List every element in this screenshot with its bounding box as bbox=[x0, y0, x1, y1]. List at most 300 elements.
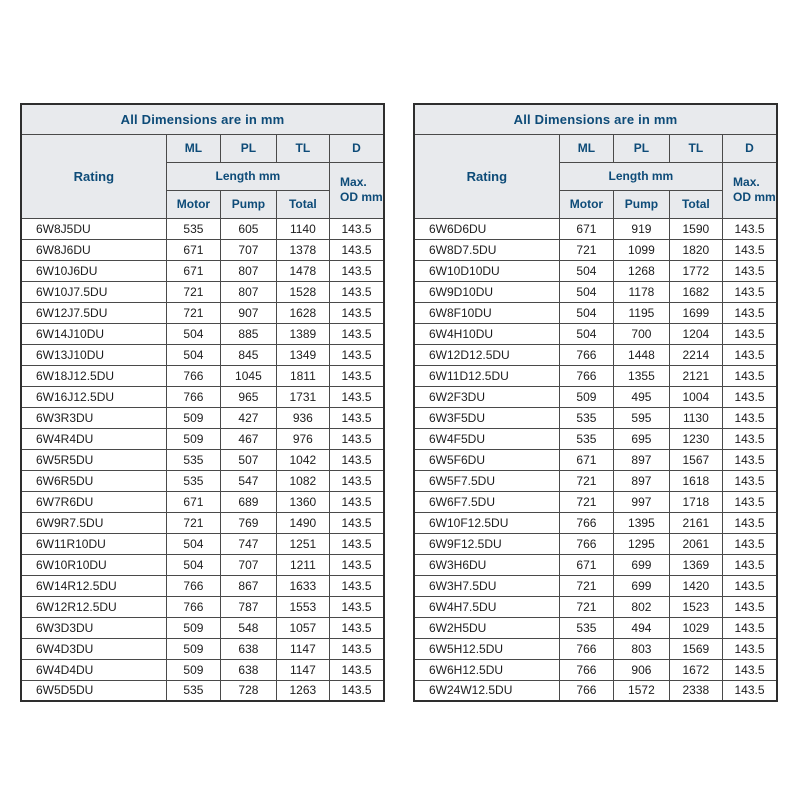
cell-motor: 671 bbox=[559, 218, 613, 239]
cell-d: 143.5 bbox=[330, 344, 384, 365]
cell-d: 143.5 bbox=[723, 365, 777, 386]
cell-d: 143.5 bbox=[723, 407, 777, 428]
cell-motor: 721 bbox=[559, 491, 613, 512]
cell-rating: 6W10J7.5DU bbox=[21, 281, 166, 302]
cell-motor: 766 bbox=[559, 659, 613, 680]
cell-total: 1567 bbox=[669, 449, 722, 470]
column-header-total: Total bbox=[669, 190, 722, 218]
cell-total: 1042 bbox=[276, 449, 329, 470]
cell-motor: 535 bbox=[166, 218, 220, 239]
cell-rating: 6W6D6DU bbox=[414, 218, 559, 239]
cell-total: 1699 bbox=[669, 302, 722, 323]
cell-motor: 504 bbox=[559, 323, 613, 344]
cell-total: 1682 bbox=[669, 281, 722, 302]
cell-d: 143.5 bbox=[723, 470, 777, 491]
cell-pump: 689 bbox=[221, 491, 277, 512]
cell-motor: 721 bbox=[559, 596, 613, 617]
cell-rating: 6W2F3DU bbox=[414, 386, 559, 407]
cell-motor: 671 bbox=[166, 239, 220, 260]
cell-motor: 509 bbox=[166, 407, 220, 428]
cell-pump: 507 bbox=[221, 449, 277, 470]
table-row bbox=[414, 449, 777, 470]
table-row bbox=[21, 428, 384, 449]
cell-d: 143.5 bbox=[723, 596, 777, 617]
cell-total: 1349 bbox=[276, 344, 329, 365]
cell-d: 143.5 bbox=[330, 323, 384, 344]
cell-d: 143.5 bbox=[330, 239, 384, 260]
cell-motor: 509 bbox=[559, 386, 613, 407]
cell-rating: 6W10R10DU bbox=[21, 554, 166, 575]
cell-d: 143.5 bbox=[330, 449, 384, 470]
cell-motor: 671 bbox=[166, 491, 220, 512]
cell-pump: 548 bbox=[221, 617, 277, 638]
cell-d: 143.5 bbox=[330, 554, 384, 575]
cell-motor: 509 bbox=[166, 659, 220, 680]
cell-d: 143.5 bbox=[723, 323, 777, 344]
table-row bbox=[21, 512, 384, 533]
cell-total: 1420 bbox=[669, 575, 722, 596]
cell-motor: 671 bbox=[559, 554, 613, 575]
cell-pump: 747 bbox=[221, 533, 277, 554]
cell-pump: 1268 bbox=[614, 260, 670, 281]
cell-pump: 906 bbox=[614, 659, 670, 680]
cell-total: 1147 bbox=[276, 638, 329, 659]
cell-d: 143.5 bbox=[330, 260, 384, 281]
cell-total: 1478 bbox=[276, 260, 329, 281]
cell-total: 1569 bbox=[669, 638, 722, 659]
cell-motor: 509 bbox=[166, 428, 220, 449]
dimensions-table-right bbox=[413, 103, 778, 702]
cell-total: 1130 bbox=[669, 407, 722, 428]
cell-motor: 504 bbox=[559, 302, 613, 323]
cell-rating: 6W9D10DU bbox=[414, 281, 559, 302]
cell-rating: 6W12D12.5DU bbox=[414, 344, 559, 365]
cell-pump: 1099 bbox=[614, 239, 670, 260]
cell-rating: 6W6F7.5DU bbox=[414, 491, 559, 512]
cell-motor: 721 bbox=[559, 575, 613, 596]
cell-motor: 535 bbox=[559, 407, 613, 428]
cell-motor: 504 bbox=[166, 554, 220, 575]
cell-pump: 699 bbox=[614, 575, 670, 596]
cell-d: 143.5 bbox=[330, 638, 384, 659]
cell-total: 1029 bbox=[669, 617, 722, 638]
cell-total: 1618 bbox=[669, 470, 722, 491]
cell-total: 2214 bbox=[669, 344, 722, 365]
table-row bbox=[414, 575, 777, 596]
cell-pump: 1448 bbox=[614, 344, 670, 365]
table-row bbox=[414, 218, 777, 239]
cell-d: 143.5 bbox=[723, 680, 777, 701]
cell-motor: 535 bbox=[559, 428, 613, 449]
cell-motor: 504 bbox=[166, 344, 220, 365]
cell-total: 1820 bbox=[669, 239, 722, 260]
cell-pump: 707 bbox=[221, 554, 277, 575]
cell-total: 2338 bbox=[669, 680, 722, 701]
table-row bbox=[414, 638, 777, 659]
cell-pump: 919 bbox=[614, 218, 670, 239]
cell-d: 143.5 bbox=[723, 449, 777, 470]
cell-rating: 6W5R5DU bbox=[21, 449, 166, 470]
table-row bbox=[414, 365, 777, 386]
cell-pump: 1355 bbox=[614, 365, 670, 386]
cell-rating: 6W13J10DU bbox=[21, 344, 166, 365]
column-header-length-mm: Length mm bbox=[559, 162, 722, 190]
cell-motor: 535 bbox=[166, 680, 220, 701]
cell-rating: 6W9F12.5DU bbox=[414, 533, 559, 554]
cell-pump: 965 bbox=[221, 386, 277, 407]
cell-rating: 6W4R4DU bbox=[21, 428, 166, 449]
cell-pump: 1395 bbox=[614, 512, 670, 533]
cell-total: 1590 bbox=[669, 218, 722, 239]
cell-pump: 1045 bbox=[221, 365, 277, 386]
cell-total: 1490 bbox=[276, 512, 329, 533]
cell-d: 143.5 bbox=[330, 575, 384, 596]
column-header-pl: PL bbox=[221, 134, 277, 162]
table-row bbox=[21, 533, 384, 554]
cell-motor: 766 bbox=[559, 533, 613, 554]
cell-total: 1369 bbox=[669, 554, 722, 575]
cell-motor: 766 bbox=[166, 575, 220, 596]
cell-pump: 867 bbox=[221, 575, 277, 596]
table-row bbox=[414, 281, 777, 302]
cell-d: 143.5 bbox=[330, 428, 384, 449]
cell-motor: 766 bbox=[166, 596, 220, 617]
cell-total: 1389 bbox=[276, 323, 329, 344]
column-header-rating: Rating bbox=[21, 134, 166, 218]
cell-d: 143.5 bbox=[723, 386, 777, 407]
cell-motor: 766 bbox=[166, 365, 220, 386]
cell-rating: 6W8F10DU bbox=[414, 302, 559, 323]
table-row bbox=[21, 386, 384, 407]
cell-motor: 504 bbox=[559, 260, 613, 281]
column-header-length-mm: Length mm bbox=[166, 162, 329, 190]
column-header-tl: TL bbox=[669, 134, 722, 162]
cell-rating: 6W10F12.5DU bbox=[414, 512, 559, 533]
cell-total: 1731 bbox=[276, 386, 329, 407]
table-row bbox=[21, 218, 384, 239]
cell-rating: 6W5H12.5DU bbox=[414, 638, 559, 659]
cell-d: 143.5 bbox=[723, 218, 777, 239]
column-header-motor: Motor bbox=[559, 190, 613, 218]
cell-motor: 766 bbox=[559, 512, 613, 533]
cell-motor: 766 bbox=[559, 680, 613, 701]
column-header-max-od-mm: Max. OD mm bbox=[330, 162, 384, 218]
table-row bbox=[21, 659, 384, 680]
table-row bbox=[414, 617, 777, 638]
cell-motor: 766 bbox=[559, 344, 613, 365]
table-row bbox=[21, 449, 384, 470]
cell-pump: 1178 bbox=[614, 281, 670, 302]
column-header-d: D bbox=[723, 134, 777, 162]
cell-motor: 509 bbox=[166, 638, 220, 659]
cell-d: 143.5 bbox=[723, 659, 777, 680]
cell-motor: 766 bbox=[559, 365, 613, 386]
cell-d: 143.5 bbox=[330, 659, 384, 680]
cell-motor: 721 bbox=[559, 239, 613, 260]
table-row bbox=[21, 491, 384, 512]
table-row bbox=[414, 596, 777, 617]
cell-rating: 6W16J12.5DU bbox=[21, 386, 166, 407]
cell-total: 1204 bbox=[669, 323, 722, 344]
cell-rating: 6W5D5DU bbox=[21, 680, 166, 701]
cell-motor: 671 bbox=[559, 449, 613, 470]
cell-total: 1004 bbox=[669, 386, 722, 407]
table-row bbox=[414, 386, 777, 407]
cell-rating: 6W24W12.5DU bbox=[414, 680, 559, 701]
cell-pump: 807 bbox=[221, 260, 277, 281]
cell-motor: 766 bbox=[166, 386, 220, 407]
cell-d: 143.5 bbox=[330, 596, 384, 617]
cell-pump: 695 bbox=[614, 428, 670, 449]
cell-total: 2061 bbox=[669, 533, 722, 554]
cell-motor: 721 bbox=[166, 512, 220, 533]
cell-total: 1230 bbox=[669, 428, 722, 449]
cell-pump: 803 bbox=[614, 638, 670, 659]
cell-rating: 6W12J7.5DU bbox=[21, 302, 166, 323]
cell-pump: 547 bbox=[221, 470, 277, 491]
cell-pump: 699 bbox=[614, 554, 670, 575]
table-row bbox=[21, 323, 384, 344]
table-row bbox=[21, 554, 384, 575]
table-row bbox=[21, 617, 384, 638]
cell-rating: 6W12R12.5DU bbox=[21, 596, 166, 617]
table-row bbox=[414, 344, 777, 365]
cell-total: 1811 bbox=[276, 365, 329, 386]
cell-total: 2121 bbox=[669, 365, 722, 386]
table-row bbox=[414, 323, 777, 344]
table-row bbox=[21, 638, 384, 659]
cell-d: 143.5 bbox=[723, 281, 777, 302]
column-header-pump: Pump bbox=[614, 190, 670, 218]
cell-d: 143.5 bbox=[330, 386, 384, 407]
cell-d: 143.5 bbox=[723, 302, 777, 323]
cell-d: 143.5 bbox=[723, 428, 777, 449]
cell-pump: 897 bbox=[614, 449, 670, 470]
cell-pump: 997 bbox=[614, 491, 670, 512]
table-row bbox=[21, 302, 384, 323]
cell-d: 143.5 bbox=[723, 344, 777, 365]
cell-total: 1633 bbox=[276, 575, 329, 596]
table-row bbox=[21, 680, 384, 701]
cell-pump: 494 bbox=[614, 617, 670, 638]
cell-d: 143.5 bbox=[330, 281, 384, 302]
cell-rating: 6W10D10DU bbox=[414, 260, 559, 281]
cell-pump: 807 bbox=[221, 281, 277, 302]
cell-motor: 721 bbox=[166, 302, 220, 323]
table-body-left bbox=[21, 218, 384, 701]
column-header-tl: TL bbox=[276, 134, 329, 162]
dimensions-table-left bbox=[20, 103, 385, 702]
cell-pump: 1572 bbox=[614, 680, 670, 701]
cell-rating: 6W5F6DU bbox=[414, 449, 559, 470]
cell-pump: 1195 bbox=[614, 302, 670, 323]
cell-motor: 509 bbox=[166, 617, 220, 638]
column-header-rating: Rating bbox=[414, 134, 559, 218]
cell-rating: 6W3R3DU bbox=[21, 407, 166, 428]
cell-d: 143.5 bbox=[723, 533, 777, 554]
table-row bbox=[414, 302, 777, 323]
table-row bbox=[414, 407, 777, 428]
cell-d: 143.5 bbox=[723, 491, 777, 512]
table-title: All Dimensions are in mm bbox=[414, 104, 777, 134]
cell-rating: 6W18J12.5DU bbox=[21, 365, 166, 386]
cell-pump: 467 bbox=[221, 428, 277, 449]
cell-rating: 6W4H10DU bbox=[414, 323, 559, 344]
cell-rating: 6W8D7.5DU bbox=[414, 239, 559, 260]
cell-total: 1211 bbox=[276, 554, 329, 575]
cell-total: 1378 bbox=[276, 239, 329, 260]
table-row bbox=[414, 260, 777, 281]
column-header-pl: PL bbox=[614, 134, 670, 162]
cell-motor: 504 bbox=[166, 533, 220, 554]
cell-rating: 6W8J5DU bbox=[21, 218, 166, 239]
cell-total: 1523 bbox=[669, 596, 722, 617]
cell-rating: 6W14J10DU bbox=[21, 323, 166, 344]
table-row bbox=[414, 491, 777, 512]
cell-pump: 845 bbox=[221, 344, 277, 365]
table-row bbox=[21, 344, 384, 365]
cell-pump: 897 bbox=[614, 470, 670, 491]
cell-pump: 605 bbox=[221, 218, 277, 239]
cell-pump: 638 bbox=[221, 659, 277, 680]
cell-rating: 6W3F5DU bbox=[414, 407, 559, 428]
cell-motor: 535 bbox=[166, 470, 220, 491]
table-row bbox=[21, 575, 384, 596]
column-header-total: Total bbox=[276, 190, 329, 218]
cell-rating: 6W9R7.5DU bbox=[21, 512, 166, 533]
cell-d: 143.5 bbox=[330, 680, 384, 701]
cell-motor: 504 bbox=[559, 281, 613, 302]
table-row bbox=[414, 554, 777, 575]
cell-pump: 700 bbox=[614, 323, 670, 344]
cell-d: 143.5 bbox=[330, 470, 384, 491]
table-row bbox=[414, 428, 777, 449]
cell-motor: 766 bbox=[559, 638, 613, 659]
column-header-motor: Motor bbox=[166, 190, 220, 218]
cell-d: 143.5 bbox=[330, 218, 384, 239]
cell-pump: 495 bbox=[614, 386, 670, 407]
cell-pump: 638 bbox=[221, 638, 277, 659]
cell-d: 143.5 bbox=[723, 617, 777, 638]
column-header-d: D bbox=[330, 134, 384, 162]
cell-d: 143.5 bbox=[723, 575, 777, 596]
cell-d: 143.5 bbox=[330, 533, 384, 554]
cell-d: 143.5 bbox=[723, 239, 777, 260]
cell-pump: 728 bbox=[221, 680, 277, 701]
cell-total: 1263 bbox=[276, 680, 329, 701]
table-row bbox=[414, 659, 777, 680]
cell-rating: 6W4D4DU bbox=[21, 659, 166, 680]
cell-pump: 787 bbox=[221, 596, 277, 617]
cell-rating: 6W4H7.5DU bbox=[414, 596, 559, 617]
cell-d: 143.5 bbox=[723, 512, 777, 533]
cell-motor: 671 bbox=[166, 260, 220, 281]
cell-total: 1528 bbox=[276, 281, 329, 302]
cell-motor: 535 bbox=[166, 449, 220, 470]
cell-pump: 769 bbox=[221, 512, 277, 533]
column-header-max-od-mm: Max. OD mm bbox=[723, 162, 777, 218]
cell-rating: 6W10J6DU bbox=[21, 260, 166, 281]
cell-rating: 6W3H6DU bbox=[414, 554, 559, 575]
cell-pump: 885 bbox=[221, 323, 277, 344]
cell-pump: 1295 bbox=[614, 533, 670, 554]
table-body-right bbox=[414, 218, 777, 701]
table-row bbox=[21, 470, 384, 491]
table-row bbox=[21, 365, 384, 386]
cell-total: 1140 bbox=[276, 218, 329, 239]
cell-pump: 427 bbox=[221, 407, 277, 428]
cell-rating: 6W3H7.5DU bbox=[414, 575, 559, 596]
cell-motor: 535 bbox=[559, 617, 613, 638]
cell-d: 143.5 bbox=[330, 407, 384, 428]
cell-total: 1672 bbox=[669, 659, 722, 680]
dimension-tables-container bbox=[20, 103, 778, 702]
cell-rating: 6W11R10DU bbox=[21, 533, 166, 554]
table-row bbox=[414, 239, 777, 260]
cell-motor: 721 bbox=[166, 281, 220, 302]
cell-d: 143.5 bbox=[330, 365, 384, 386]
cell-total: 1251 bbox=[276, 533, 329, 554]
table-row bbox=[414, 512, 777, 533]
table-row bbox=[21, 260, 384, 281]
cell-total: 1360 bbox=[276, 491, 329, 512]
table-row bbox=[414, 680, 777, 701]
cell-d: 143.5 bbox=[723, 638, 777, 659]
table-row bbox=[414, 470, 777, 491]
cell-rating: 6W6R5DU bbox=[21, 470, 166, 491]
table-row bbox=[414, 533, 777, 554]
cell-rating: 6W14R12.5DU bbox=[21, 575, 166, 596]
cell-pump: 595 bbox=[614, 407, 670, 428]
table-row bbox=[21, 596, 384, 617]
cell-d: 143.5 bbox=[723, 554, 777, 575]
cell-total: 1718 bbox=[669, 491, 722, 512]
cell-rating: 6W11D12.5DU bbox=[414, 365, 559, 386]
table-row bbox=[21, 407, 384, 428]
cell-total: 1553 bbox=[276, 596, 329, 617]
cell-total: 936 bbox=[276, 407, 329, 428]
cell-d: 143.5 bbox=[723, 260, 777, 281]
table-row bbox=[21, 239, 384, 260]
cell-d: 143.5 bbox=[330, 617, 384, 638]
cell-total: 2161 bbox=[669, 512, 722, 533]
cell-total: 1147 bbox=[276, 659, 329, 680]
cell-rating: 6W8J6DU bbox=[21, 239, 166, 260]
column-header-ml: ML bbox=[559, 134, 613, 162]
cell-motor: 504 bbox=[166, 323, 220, 344]
cell-rating: 6W5F7.5DU bbox=[414, 470, 559, 491]
cell-d: 143.5 bbox=[330, 512, 384, 533]
cell-rating: 6W7R6DU bbox=[21, 491, 166, 512]
table-title: All Dimensions are in mm bbox=[21, 104, 384, 134]
column-header-pump: Pump bbox=[221, 190, 277, 218]
cell-d: 143.5 bbox=[330, 491, 384, 512]
cell-d: 143.5 bbox=[330, 302, 384, 323]
cell-rating: 6W3D3DU bbox=[21, 617, 166, 638]
cell-pump: 802 bbox=[614, 596, 670, 617]
cell-total: 1772 bbox=[669, 260, 722, 281]
cell-rating: 6W2H5DU bbox=[414, 617, 559, 638]
cell-total: 976 bbox=[276, 428, 329, 449]
cell-pump: 907 bbox=[221, 302, 277, 323]
cell-total: 1628 bbox=[276, 302, 329, 323]
cell-rating: 6W4D3DU bbox=[21, 638, 166, 659]
cell-rating: 6W4F5DU bbox=[414, 428, 559, 449]
cell-pump: 707 bbox=[221, 239, 277, 260]
cell-total: 1082 bbox=[276, 470, 329, 491]
cell-rating: 6W6H12.5DU bbox=[414, 659, 559, 680]
column-header-ml: ML bbox=[166, 134, 220, 162]
